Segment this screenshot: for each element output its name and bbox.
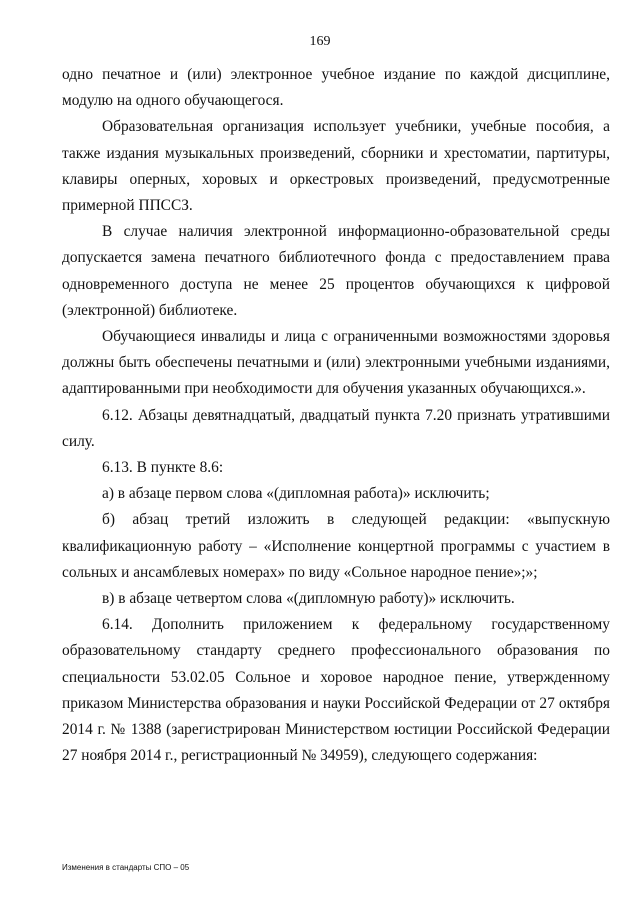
paragraph-6-13-a: а) в абзаце первом слова «(дипломная работа)» исключить; [102, 485, 490, 503]
paragraph-6-12: 6.12. Абзацы девятнадцатый, двадцатый пункта 7.20 признать утратившими силу. [62, 406, 610, 450]
paragraph-continuation: одно печатное и (или) электронное учебное издание по каждой дисциплине, модулю на одного обучающегося. [62, 66, 610, 110]
page-number: 169 [309, 34, 331, 49]
footer-note: Изменения в стандарты СПО – 05 [62, 863, 190, 872]
paragraph-6-13-v: в) в абзаце четвертом слова «(дипломную работу)» исключить. [102, 590, 515, 608]
paragraph-textbooks: Образовательная организация использует учебники, учебные пособия, а также издания музыкальных произведений, сборники и хрестоматии, партитуры, клавиры оперных, хоровых и оркестровых произведений, предусмотренные примерной ППССЗ. [62, 118, 610, 215]
paragraph-6-13-b: б) абзац третий изложить в следующей редакции: «выпускную квалификационную работу – «Исполнение концертной программы с участием в сольных и ансамблевых номерах» по виду «Сольное народное пение»;»; [62, 511, 610, 581]
paragraph-6-13: 6.13. В пункте 8.6: [102, 459, 224, 477]
document-body [62, 62, 610, 769]
paragraph-electronic-library: В случае наличия электронной информационно-образовательной среды допускается замена печатного библиотечного фонда с предоставлением права одновременного доступа не менее 25 процентов обучающихся к цифровой (электронной) библиотеке. [62, 223, 610, 319]
paragraph-disabled-students: Обучающиеся инвалиды и лица с ограниченными возможностями здоровья должны быть обеспечены печатными и (или) электронными учебными изданиями, адаптированными при необходимости для обучения указанных обучающихся.». [62, 328, 610, 398]
paragraph-6-14: 6.14. Дополнить приложением к федеральному государственному образовательному стандарту среднего профессионального образования по специальности 53.02.05 Сольное и хоровое народное пение, утвержденному приказом Министерства образования и науки Российской Федерации от 27 октября 2014 г. № 1388 (зарегистрирован Министерством юстиции Российской Федерации 27 ноября 2014 г., регистрационный № 34959), следующего содержания: [62, 616, 610, 765]
